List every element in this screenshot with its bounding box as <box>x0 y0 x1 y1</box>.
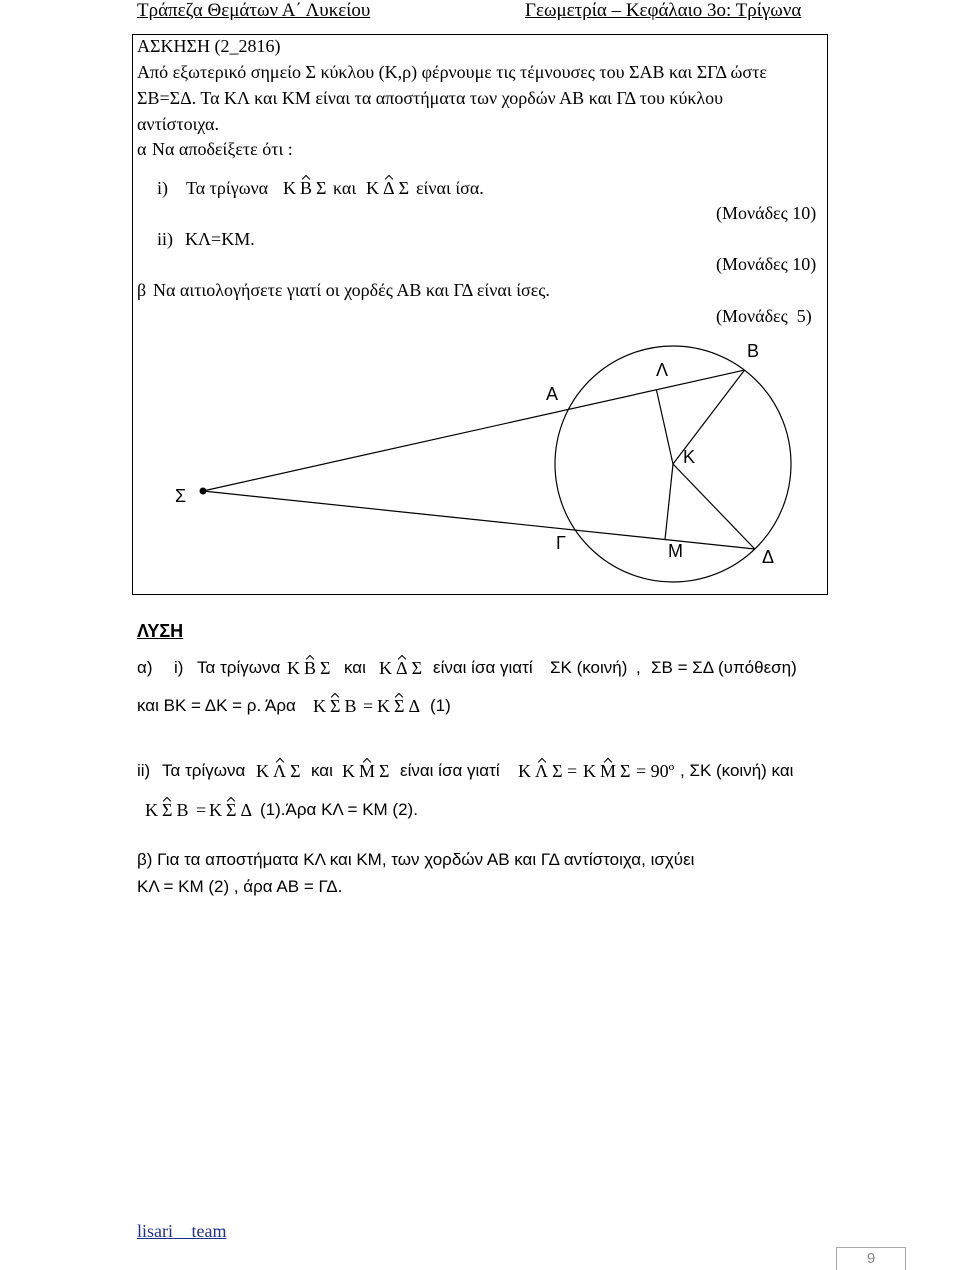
page-number-text: 9 <box>866 1250 876 1267</box>
statement-line: Από εξωτερικό σημείο Σ κύκλου (Κ,ρ) φέρνουμε τις τέμνουσες του ΣΑΒ και ΣΓΔ ώστε <box>137 62 767 82</box>
angle-letter: Κ <box>256 761 269 781</box>
item-ii-label: ii) <box>157 229 173 249</box>
solution-i-label: i) <box>174 658 184 677</box>
angle-vertex-letter: Σ <box>394 696 405 716</box>
geometry-figure <box>0 0 960 600</box>
angle-vertex-letter: Σ <box>226 800 237 820</box>
angle-expression <box>287 657 331 679</box>
angle-expression <box>209 799 252 821</box>
label-point-m: Μ <box>668 541 683 561</box>
header-right: Γεωμετρία – Κεφάλαιο 3ο: Τρίγωνα <box>525 0 802 21</box>
angle-letter: Σ <box>290 761 301 781</box>
angle-letter: Σ <box>316 178 327 198</box>
label-point-d: Δ <box>762 547 775 567</box>
angle-letter: Σ <box>398 178 410 198</box>
angle-letter: Κ <box>379 658 392 678</box>
angle-letter: Σ <box>320 658 331 678</box>
point-s-dot <box>200 488 207 495</box>
equals-sign: = <box>363 696 374 716</box>
angle-letter: Κ <box>145 800 158 820</box>
statement-line: αντίστοιχα. <box>137 114 219 134</box>
item-i-post: είναι ίσα. <box>416 178 484 198</box>
label-point-l: Λ <box>656 360 669 380</box>
part-a-text: Να αποδείξετε ότι : <box>152 139 293 159</box>
angle-vertex-letter: Β <box>300 178 313 198</box>
marks-part-b: (Μονάδες 5) <box>716 306 812 326</box>
angle-letter: Κ <box>366 178 379 198</box>
solution-b-line: β) Για τα αποστήματα ΚΛ και ΚΜ, των χορδών ΑΒ και ΓΔ αντίστοιχα, ισχύει <box>137 850 695 869</box>
angle-vertex-letter: Β <box>304 658 317 678</box>
part-b-text: Να αιτιολογήσετε γιατί οι χορδές ΑΒ και ΓΔ είναι ίσες. <box>153 280 550 300</box>
solution-b-line: ΚΛ = ΚΜ (2) , άρα ΑΒ = ΓΔ. <box>137 877 343 896</box>
angle-vertex-letter: Λ <box>273 761 287 781</box>
solution-text: (υπόθεση) <box>718 658 797 677</box>
angle-letter: Κ <box>583 761 596 781</box>
solution-text: ΣΒ = ΣΔ <box>651 658 715 677</box>
solution-text: Τα τρίγωνα <box>162 761 246 780</box>
marks-item-i: (Μονάδες 10) <box>716 203 817 223</box>
angle-letter: Κ <box>209 800 222 820</box>
solution-text: και ΒΚ = ΔΚ = ρ. Άρα <box>137 696 296 715</box>
angle-expression <box>379 657 422 679</box>
part-a-label: α <box>137 139 147 159</box>
solution-text: Τα τρίγωνα <box>197 658 281 677</box>
solution-heading: ΛΥΣΗ <box>137 621 184 641</box>
solution-ii-label: ii) <box>137 761 151 780</box>
angle-letter: Κ <box>283 178 296 198</box>
solution-text: είναι ίσα γιατί <box>400 761 500 780</box>
statement-line: ΣΒ=ΣΔ. Τα ΚΛ και ΚΜ είναι τα αποστήματα των χορδών ΑΒ και ΓΔ του κύκλου <box>137 88 724 108</box>
equals-sign: = <box>567 761 578 781</box>
solution-text: , <box>636 658 641 677</box>
angle-vertex-letter: Λ <box>535 761 549 781</box>
radius-kd <box>673 464 755 549</box>
apothem-kl <box>656 390 673 464</box>
label-point-k: Κ <box>683 447 696 467</box>
angle-vertex-letter: Δ <box>383 178 395 198</box>
angle-letter: Κ <box>518 761 531 781</box>
angle-letter: Β <box>344 696 357 716</box>
angle-letter: Δ <box>240 800 253 820</box>
angle-vertex-letter: Μ <box>359 761 376 781</box>
header-left: Τράπεζα Θεμάτων Α΄ Λυκείου <box>137 0 371 21</box>
angle-vertex-letter: Δ <box>396 658 408 678</box>
solution-text: και <box>344 658 366 677</box>
angle-letter: Κ <box>377 696 390 716</box>
item-i-pre: Τα τρίγωνα <box>186 178 269 198</box>
angle-expression <box>145 799 189 821</box>
angle-expression <box>583 760 631 782</box>
item-ii-text: ΚΛ=ΚΜ. <box>185 229 255 249</box>
angle-letter: Σ <box>552 761 563 781</box>
angle-expression <box>256 760 301 782</box>
angle-expression <box>313 695 357 717</box>
angle-letter: Σ <box>620 761 631 781</box>
angle-vertex-letter: Σ <box>162 800 173 820</box>
solution-a-label: α) <box>137 658 153 677</box>
angle-vertex-letter: Σ <box>330 696 341 716</box>
angle-letter: Κ <box>313 696 326 716</box>
item-i-conj: και <box>333 178 357 198</box>
angle-letter: Κ <box>342 761 355 781</box>
part-b-label: β <box>137 280 147 300</box>
marks-item-ii: (Μονάδες 10) <box>716 254 817 274</box>
page-number <box>836 1247 906 1270</box>
solution-text: , ΣΚ (κοινή) και <box>680 761 794 780</box>
angle-expression <box>518 760 563 782</box>
label-point-s: Σ <box>175 486 187 506</box>
angle-letter: Δ <box>408 696 421 716</box>
apothem-km <box>665 464 673 540</box>
label-point-b: Β <box>747 341 760 361</box>
equation-ref: (1) <box>430 696 451 715</box>
equals-sign: = <box>196 800 207 820</box>
item-i-label: i) <box>157 178 168 198</box>
angle-expression <box>342 760 390 782</box>
solution-text: ΣΚ (κοινή) <box>550 658 628 677</box>
angle-letter: Κ <box>287 658 300 678</box>
footer-brand-link[interactable]: lisari team <box>137 1221 227 1241</box>
exercise-title: ΑΣΚΗΣΗ (2_2816) <box>137 36 281 56</box>
label-point-a: Α <box>546 384 559 404</box>
secant-sab <box>203 370 745 491</box>
angle-letter: Σ <box>411 658 423 678</box>
solution-text: και <box>311 761 333 780</box>
solution-text: είναι ίσα γιατί <box>433 658 533 677</box>
right-angle-value: = 90º <box>636 761 675 781</box>
label-point-g: Γ <box>556 533 566 553</box>
solution-text: (1).Άρα ΚΛ = ΚΜ (2). <box>260 800 418 819</box>
angle-vertex-letter: Μ <box>600 761 617 781</box>
angle-expression <box>377 695 420 717</box>
angle-letter: Σ <box>379 761 390 781</box>
angle-letter: Β <box>176 800 189 820</box>
